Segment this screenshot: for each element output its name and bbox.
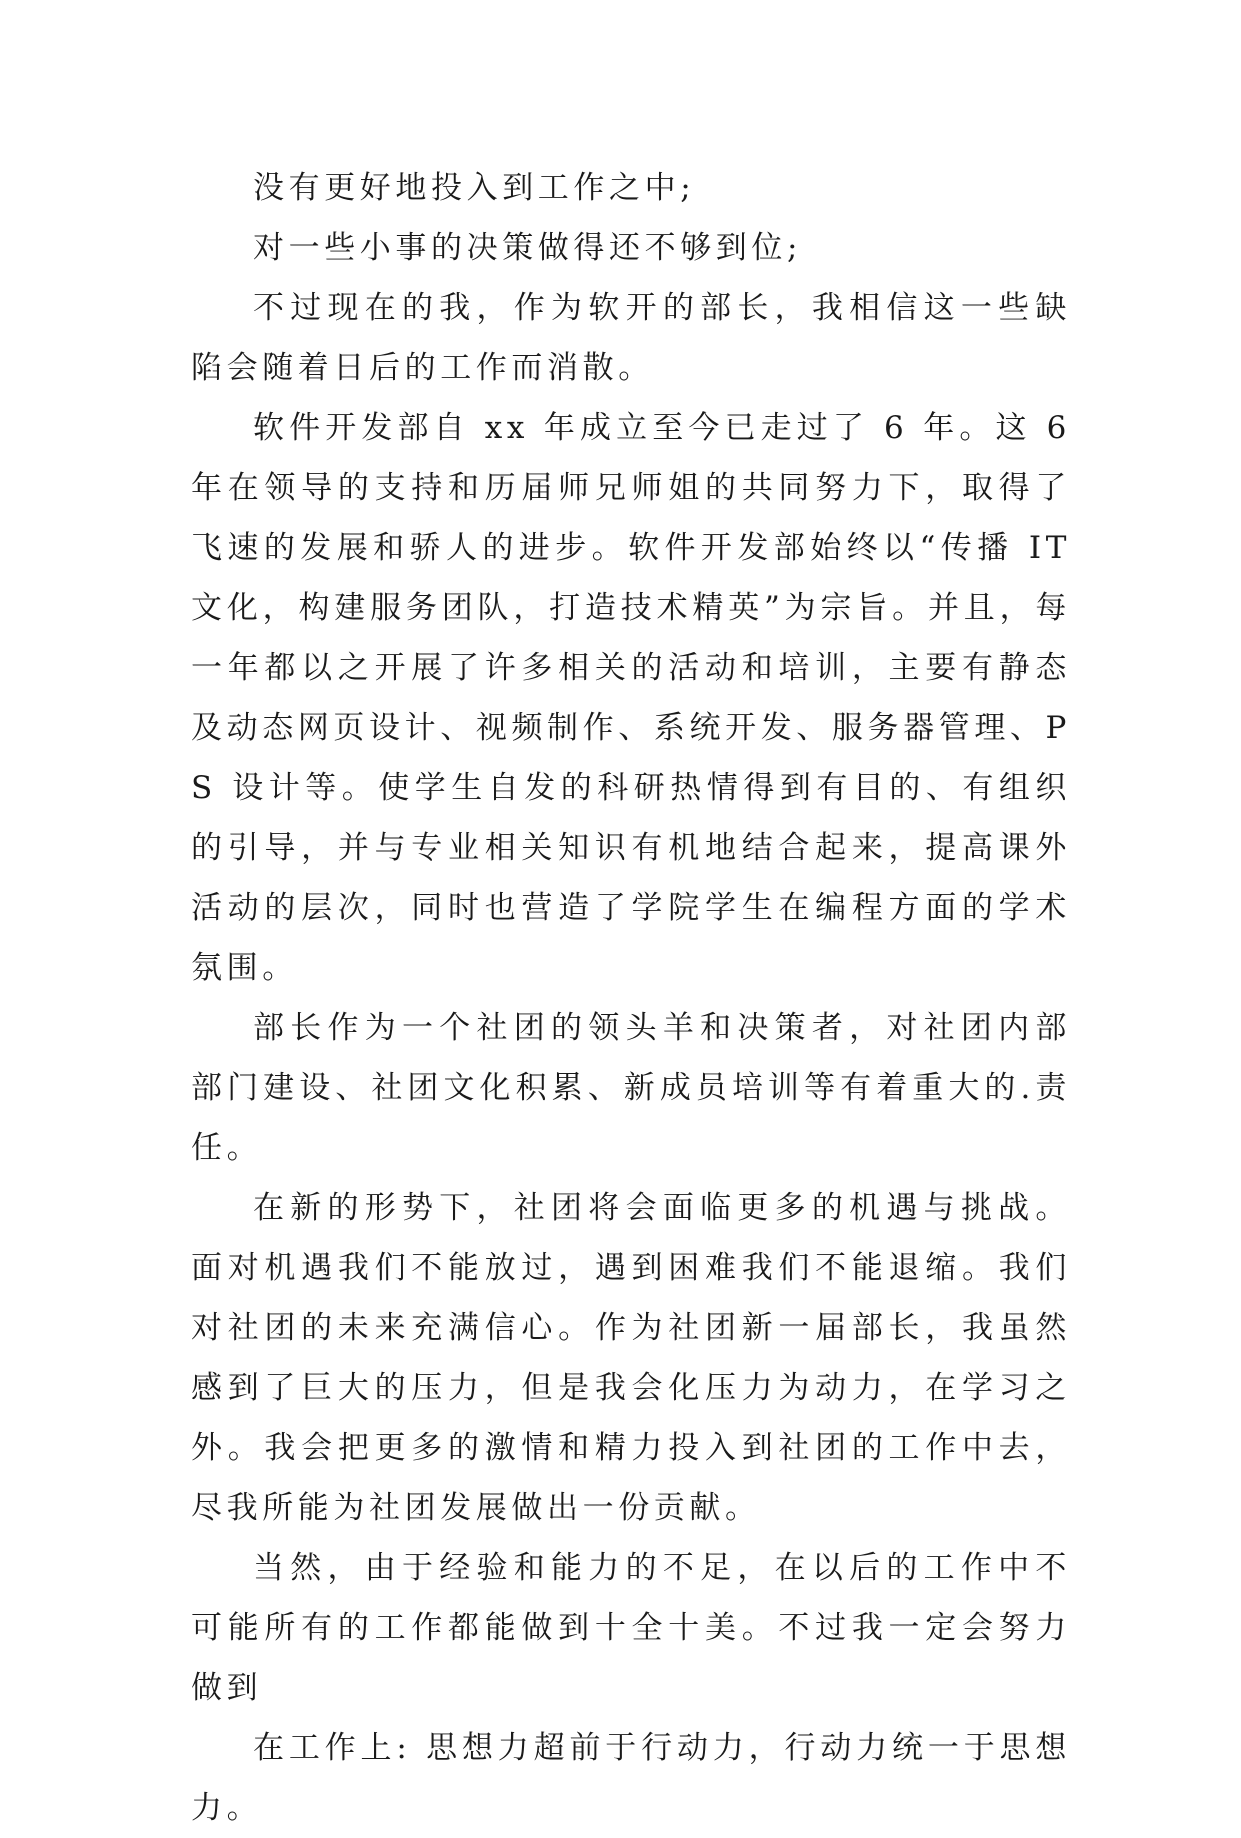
- paragraph-6: 在新的形势下，社团将会面临更多的机遇与挑战。面对机遇我们不能放过，遇到困难我们不能退缩。我们对社团的未来充满信心。作为社团新一届部长，我虽然感到了巨大的压力，但是我会化压力为动力，在学习之外。我会把更多的激情和精力投入到社团的工作中去，尽我所能为社团发展做出一份贡献。: [191, 1190, 1071, 1526]
- paragraph-5: 部长作为一个社团的领头羊和决策者，对社团内部部门建设、社团文化积累、新成员培训等有着重大的.责任。: [191, 1010, 1071, 1166]
- paragraph-2: 对一些小事的决策做得还不够到位;: [253, 230, 803, 266]
- paragraph-1: 没有更好地投入到工作之中;: [253, 170, 696, 206]
- paragraph-3: 不过现在的我，作为软开的部长，我相信这一些缺陷会随着日后的工作而消散。: [191, 290, 1071, 386]
- paragraph-8: 在工作上: 思想力超前于行动力，行动力统一于思想力。: [191, 1730, 1071, 1826]
- paragraph-4: 软件开发部自 xx 年成立至今已走过了 6 年。这 6 年在领导的支持和历届师兄师姐的共同努力下，取得了飞速的发展和骄人的进步。软件开发部始终以“传播 IT 文化，构建服务团队，打造技术精英”为宗旨。并且，每一年都以之开展了许多相关的活动和培训，主要有静态及动态网页设计、视频制作、系统开发、服务器管理、PS 设计等。使学生自发的科研热情得到有目的、有组织的引导，并与专业相关知识有机地结合起来，提高课外活动的层次，同时也营造了学院学生在编程方面的学术氛围。: [191, 410, 1071, 986]
- paragraph-7: 当然，由于经验和能力的不足，在以后的工作中不可能所有的工作都能做到十全十美。不过我一定会努力做到: [191, 1550, 1071, 1706]
- document-body: [191, 158, 1071, 1838]
